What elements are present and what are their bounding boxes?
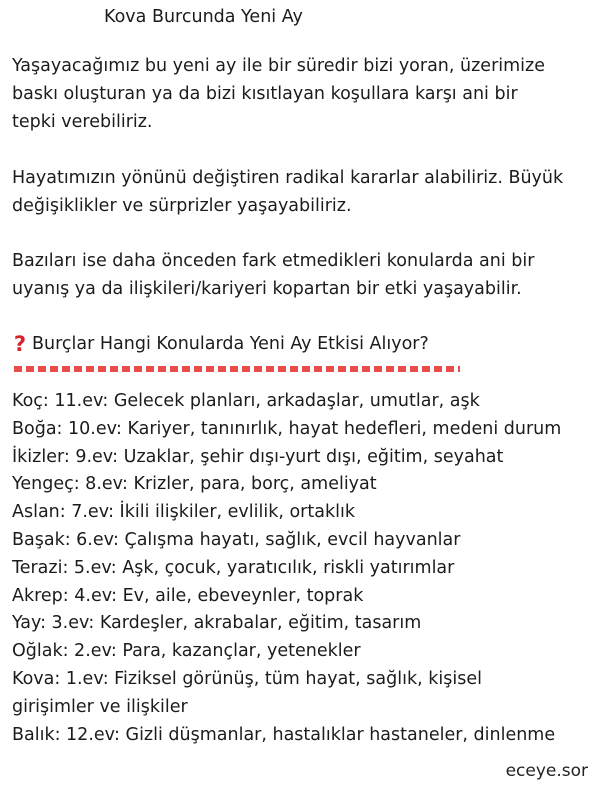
list-item-ikizler: İkizler: 9.ev: Uzaklar, şehir dışı-yurt dışı, eğitim, seyahat <box>12 446 504 467</box>
paragraph-line: Yaşayacağımız bu yeni ay ile bir süredir bizi yoran, üzerimize <box>12 56 545 76</box>
red-dashed-divider <box>14 366 460 372</box>
list-item-terazi: Terazi: 5.ev: Aşk, çocuk, yaratıcılık, riskli yatırımlar <box>12 557 455 578</box>
question-text: Burçlar Hangi Konularda Yeni Ay Etkisi Alıyor? <box>32 334 429 354</box>
list-item-basak: Başak: 6.ev: Çalışma hayatı, sağlık, evcil hayvanlar <box>12 529 461 550</box>
zodiac-sign-list <box>12 388 598 749</box>
paragraph-intro <box>12 52 598 136</box>
page-title: Kova Burcunda Yeni Ay <box>104 7 303 27</box>
paragraph-decisions <box>12 164 598 220</box>
red-question-mark-icon: ? <box>13 332 27 356</box>
list-item-oglak: Oğlak: 2.ev: Para, kazançlar, yetenekler <box>12 641 361 662</box>
list-item-yay: Yay: 3.ev: Kardeşler, akrabalar, eğitim, tasarım <box>12 613 422 634</box>
list-item-kova-continued: girişimler ve ilişkiler <box>12 696 188 717</box>
list-item-balik: Balık: 12.ev: Gizli düşmanlar, hastalıklar hastaneler, dinlenme <box>12 724 556 745</box>
paragraph-line: uyanış ya da ilişkileri/kariyeri kopartan bir etki yaşayabilir. <box>12 279 522 299</box>
list-item-aslan: Aslan: 7.ev: İkili ilişkiler, evlilik, ortaklık <box>12 502 355 523</box>
list-item-yengec: Yengeç: 8.ev: Krizler, para, borç, ameliyat <box>12 474 377 495</box>
list-item-koc: Koç: 11.ev: Gelecek planları, arkadaşlar, umutlar, aşk <box>12 391 480 411</box>
paragraph-line: baskı oluşturan ya da bizi kısıtlayan koşullara karşı ani bir <box>12 84 518 104</box>
paragraph-awakening <box>12 247 598 303</box>
paragraph-line: Bazıları ise daha önceden fark etmedikleri konularda ani bir <box>12 251 535 271</box>
paragraph-line: Hayatımızın yönünü değiştiren radikal kararlar alabiliriz. Büyük <box>12 168 564 188</box>
list-item-kova: Kova: 1.ev: Fiziksel görünüş, tüm hayat, sağlık, kişisel <box>12 668 482 689</box>
paragraph-line: değişiklikler ve sürprizler yaşayabiliriz. <box>12 196 352 216</box>
list-item-boga: Boğa: 10.ev: Kariyer, tanınırlık, hayat hedefleri, medeni durum <box>12 418 562 439</box>
question-heading <box>12 330 429 358</box>
list-item-akrep: Akrep: 4.ev: Ev, aile, ebeveynler, toprak <box>12 585 364 606</box>
paragraph-line: tepki verebiliriz. <box>12 112 153 132</box>
watermark: eceye.sor <box>505 761 588 781</box>
